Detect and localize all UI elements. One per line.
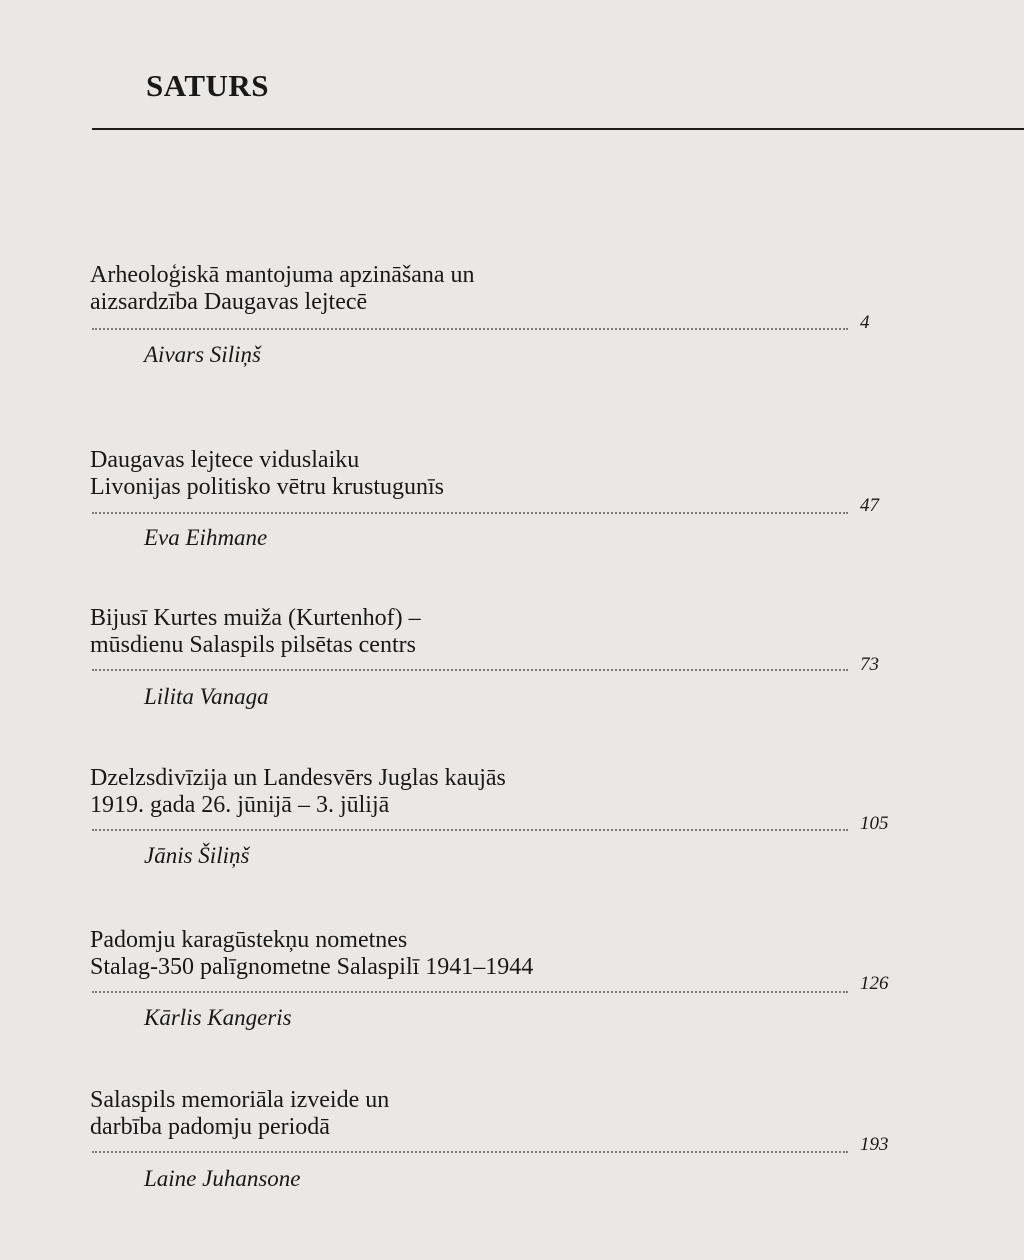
entry-title bbox=[90, 765, 930, 819]
dot-leader bbox=[92, 328, 848, 330]
entry-title-line: Arheoloģiskā mantojuma apzināšana un bbox=[90, 262, 475, 288]
entry-title-line: Bijusī Kurtes muiža (Kurtenhof) – bbox=[90, 605, 421, 631]
entry-title-line: Padomju karagūstekņu nometnes bbox=[90, 927, 408, 953]
entry-author: Lilita Vanaga bbox=[144, 684, 269, 709]
toc-entry[interactable] bbox=[90, 605, 930, 709]
entry-author: Kārlis Kangeris bbox=[144, 1005, 292, 1030]
dot-leader bbox=[92, 512, 848, 514]
page-number: 193 bbox=[860, 1134, 889, 1155]
page-number: 73 bbox=[860, 654, 879, 675]
entry-title bbox=[90, 605, 930, 659]
entry-title bbox=[90, 1087, 930, 1141]
toc-entry[interactable] bbox=[90, 447, 930, 550]
toc-entry[interactable] bbox=[90, 927, 930, 1030]
page-number: 4 bbox=[860, 312, 870, 333]
entry-author: Eva Eihmane bbox=[144, 525, 268, 550]
entry-title-line: aizsardzība Daugavas lejtecē bbox=[90, 289, 368, 315]
entry-author: Aivars Siliņš bbox=[144, 342, 261, 367]
toc-entry[interactable] bbox=[90, 765, 930, 868]
entry-title bbox=[90, 927, 930, 981]
entry-title-line: mūsdienu Salaspils pilsētas centrs bbox=[90, 632, 416, 658]
page-number: 105 bbox=[860, 813, 889, 834]
page-number: 47 bbox=[860, 495, 879, 516]
page-title: SATURS bbox=[146, 68, 270, 103]
dot-leader bbox=[92, 669, 848, 671]
entry-title-line: Livonijas politisko vētru krustugunīs bbox=[90, 474, 444, 500]
entry-title-line: Daugavas lejtece viduslaiku bbox=[90, 447, 360, 473]
entry-title-line: Dzelzsdivīzija un Landesvērs Juglas kaujās bbox=[90, 765, 506, 791]
entry-author: Laine Juhansone bbox=[144, 1166, 301, 1191]
dot-leader bbox=[92, 991, 848, 993]
entry-title-line: darbība padomju periodā bbox=[90, 1114, 330, 1140]
entry-title-line: Stalag-350 palīgnometne Salaspilī 1941–1944 bbox=[90, 954, 534, 980]
toc-entry[interactable] bbox=[90, 1087, 930, 1191]
page-number: 126 bbox=[860, 973, 889, 994]
entry-title bbox=[90, 447, 930, 501]
dot-leader bbox=[92, 1151, 848, 1153]
entry-author: Jānis Šiliņš bbox=[144, 843, 250, 868]
dot-leader bbox=[92, 829, 848, 831]
entry-title-line: 1919. gada 26. jūnijā – 3. jūlijā bbox=[90, 792, 390, 818]
entry-title bbox=[90, 262, 930, 316]
title-rule bbox=[92, 128, 1024, 130]
entry-title-line: Salaspils memoriāla izveide un bbox=[90, 1087, 390, 1113]
toc-entry[interactable] bbox=[90, 262, 930, 367]
